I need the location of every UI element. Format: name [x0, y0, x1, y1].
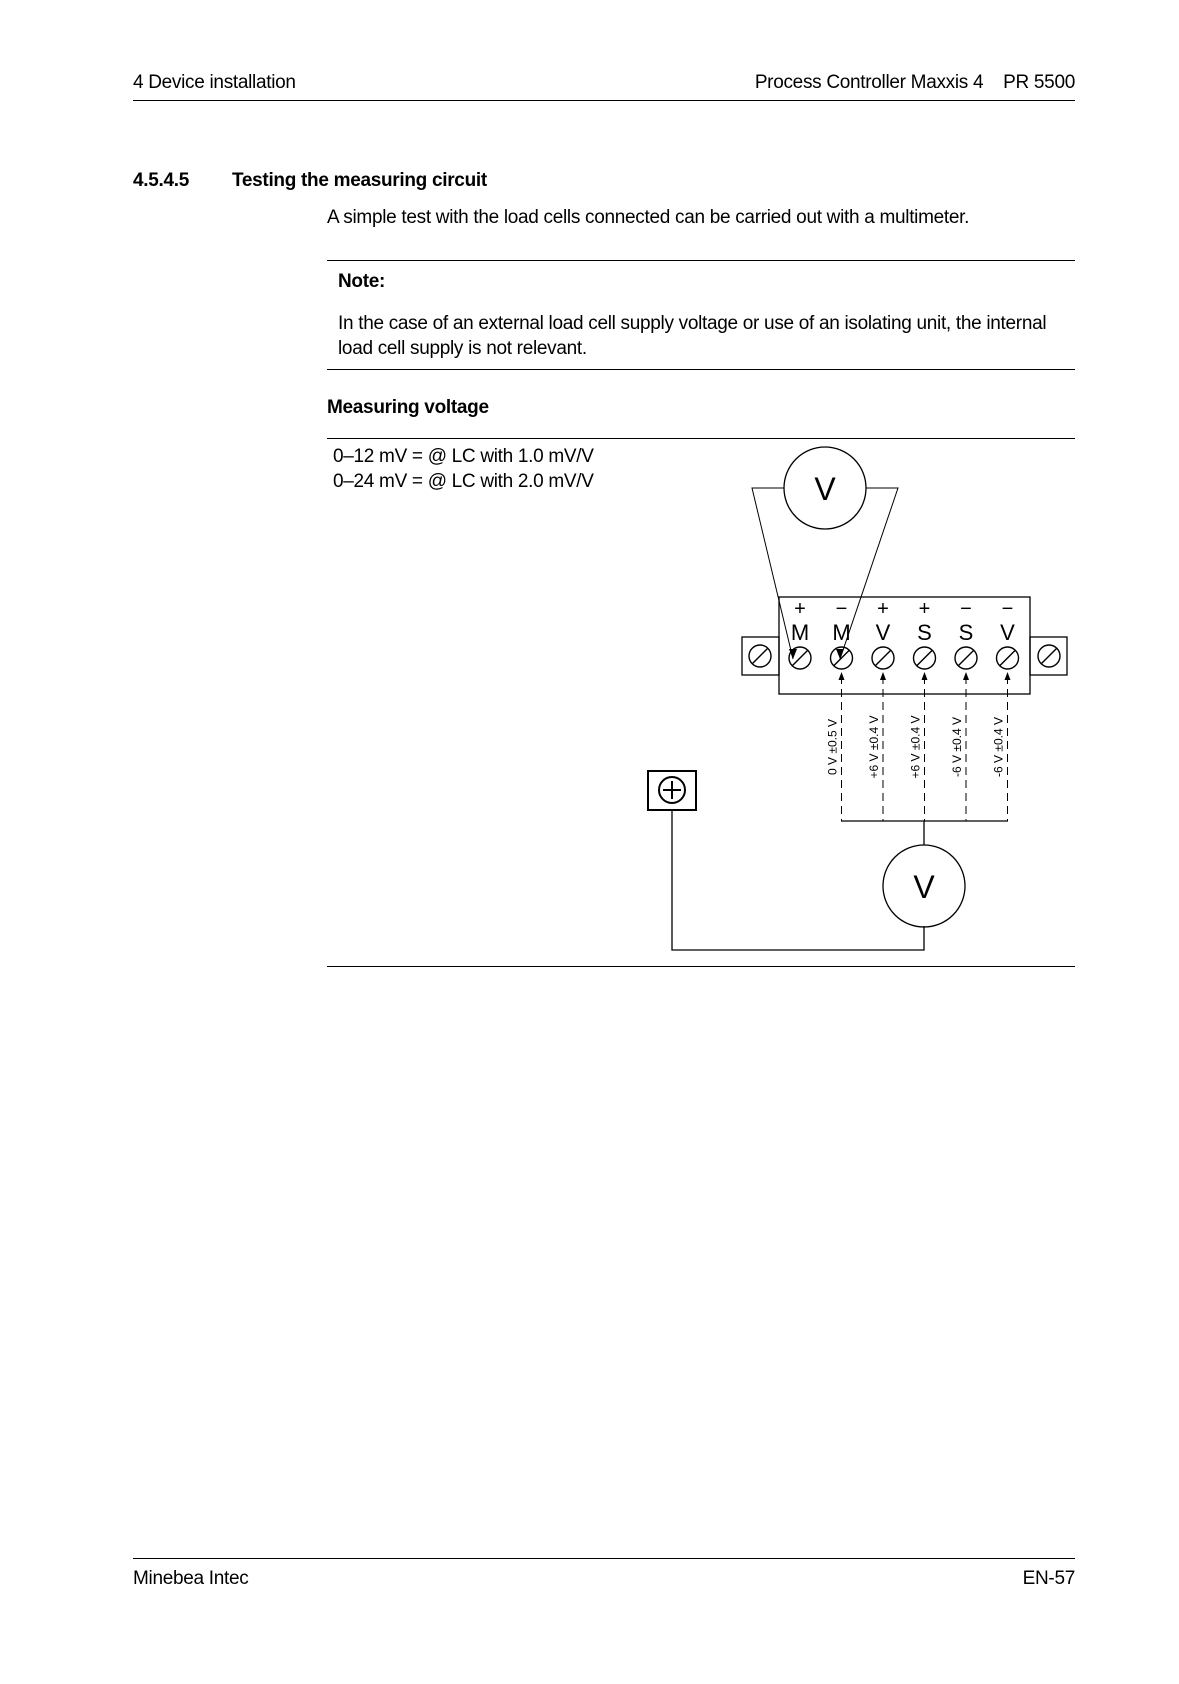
footer-rule [133, 1558, 1075, 1559]
terminal-sign: − [835, 598, 848, 620]
intro-text: A simple test with the load cells connected can be carried out with a multimeter. [327, 207, 970, 228]
footer-page: EN-57 [1022, 1568, 1075, 1589]
terminal-sign: + [794, 598, 806, 620]
voltage-label: -6 V ±0.4 V [950, 717, 964, 777]
terminal-sign: + [877, 598, 889, 620]
note-line-2: load cell supply is not relevant. [338, 338, 587, 359]
range-2: 0–24 mV = @ LC with 2.0 mV/V [333, 471, 594, 492]
terminal-letter: V [1000, 620, 1015, 645]
range-1: 0–12 mV = @ LC with 1.0 mV/V [333, 446, 594, 467]
voltage-label: +6 V ±0.4 V [908, 715, 923, 779]
header-rule [133, 100, 1075, 101]
probe-arrow [880, 672, 886, 680]
voltage-label: -6 V ±0.4 V [991, 717, 1006, 777]
probe-arrow [839, 672, 845, 680]
top-voltmeter-label: V [814, 471, 836, 507]
table-bottom-rule [327, 966, 1075, 967]
header-chapter: 4 Device installation [133, 72, 296, 93]
note-title: Note: [338, 271, 386, 292]
measuring-ranges [333, 444, 594, 494]
note-bottom-rule [327, 369, 1075, 370]
terminal-letter: V [875, 620, 891, 645]
terminal-letter: S [958, 620, 974, 645]
probe-arrow [922, 672, 928, 680]
section-title: Testing the measuring circuit [232, 170, 487, 191]
terminal-block [779, 597, 1030, 694]
terminal-letter: M [832, 620, 851, 645]
terminal-letter: S [917, 620, 932, 645]
terminal-letter: M [790, 620, 810, 645]
table-top-rule [327, 438, 1075, 439]
measuring-voltage-title: Measuring voltage [327, 397, 489, 418]
probe-lead-left [752, 488, 793, 659]
header-product: Process Controller Maxxis 4 PR 5500 [754, 72, 1075, 93]
screw-slot [958, 650, 974, 666]
footer-company: Minebea Intec [133, 1568, 249, 1589]
probe-arrow [963, 672, 969, 680]
voltage-label: +6 V ±0.4 V [867, 715, 881, 779]
wiring-diagram [640, 440, 1080, 960]
probe-arrow [1005, 672, 1011, 680]
terminal-sign: − [960, 598, 972, 620]
screw-slot [1000, 650, 1016, 666]
section-number: 4.5.4.5 [133, 170, 190, 191]
screw-slot [917, 650, 933, 666]
bottom-voltmeter-label: V [913, 869, 935, 905]
voltage-label: 0 V ±0.5 V [825, 719, 840, 775]
note-top-rule [327, 260, 1075, 261]
terminal-sign: − [1001, 598, 1014, 620]
note-line-1: In the case of an external load cell supply voltage or use of an isolating unit, the internal [338, 313, 1047, 334]
screw-slot [875, 650, 891, 666]
note-body [338, 311, 1073, 361]
ground-wire [672, 810, 924, 950]
terminal-sign: + [918, 598, 931, 620]
